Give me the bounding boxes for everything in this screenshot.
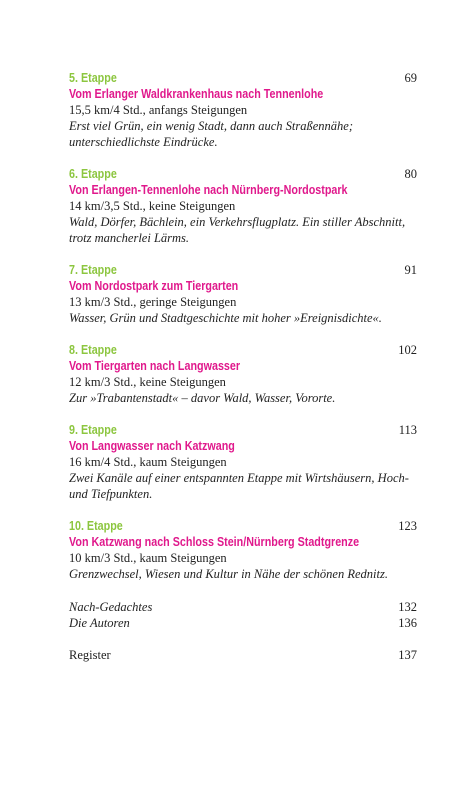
page-number: 102 [398,343,417,357]
toc-entry-die-autoren [69,615,417,631]
page-number: 136 [398,616,417,630]
page-number: 132 [398,600,417,614]
stage-title: Vom Erlanger Waldkrankenhaus nach Tennenlohe [69,87,324,101]
stage-number: 10. Etappe [69,519,123,533]
toc-entry-stage-7 [69,262,417,326]
page-number: 80 [404,167,417,181]
page-number: 113 [398,423,417,437]
stage-number: 6. Etappe [69,167,117,181]
stage-description: Zur »Trabantenstadt« – davor Wald, Wasser, Vororte. [69,391,336,405]
toc-entry-stage-5 [69,70,417,150]
stage-title: Vom Tiergarten nach Langwasser [69,359,241,373]
stage-number: 5. Etappe [69,71,117,85]
toc-entry-register [69,647,417,663]
stage-meta: 13 km/3 Std., geringe Steigungen [69,295,237,309]
stage-description: Wald, Dörfer, Bächlein, ein Verkehrsflugplatz. Ein stiller Abschnitt, trotz mancherlei Lärms. [69,215,406,245]
stage-description: Zwei Kanäle auf einer entspannten Etappe mit Wirtshäusern, Hoch- und Tiefpunkten. [69,471,409,501]
stage-number: 8. Etappe [69,343,117,357]
page-number: 123 [398,519,417,533]
stage-description: Wasser, Grün und Stadtgeschichte mit hoher »Ereignisdichte«. [69,311,382,325]
stage-description: Erst viel Grün, ein wenig Stadt, dann auch Straßennähe; unterschiedlichste Eindrücke. [69,119,353,149]
toc-entry-nach-gedachtes [69,599,417,615]
stage-title: Von Langwasser nach Katzwang [69,439,235,453]
stage-meta: 12 km/3 Std., keine Steigungen [69,375,226,389]
page-number: 137 [398,648,417,662]
stage-meta: 15,5 km/4 Std., anfangs Steigungen [69,103,248,117]
stage-meta: 10 km/3 Std., kaum Steigungen [69,551,227,565]
toc-entry-stage-6 [69,166,417,246]
stage-meta: 16 km/4 Std., kaum Steigungen [69,455,227,469]
entry-label: Register [69,648,111,662]
stage-number: 7. Etappe [69,263,117,277]
toc-entry-stage-10 [69,518,417,582]
stage-title: Von Erlangen-Tennenlohe nach Nürnberg-Nordostpark [69,183,348,197]
toc-entry-stage-8 [69,342,417,406]
page-number: 91 [404,263,417,277]
toc-entry-stage-9 [69,422,417,502]
stage-number: 9. Etappe [69,423,117,437]
stage-meta: 14 km/3,5 Std., keine Steigungen [69,199,236,213]
entry-label: Nach-Gedachtes [69,600,153,614]
stage-title: Von Katzwang nach Schloss Stein/Nürnberg Stadtgrenze [69,535,360,549]
stage-title: Vom Nordostpark zum Tiergarten [69,279,239,293]
page-number: 69 [404,71,417,85]
stage-description: Grenzwechsel, Wiesen und Kultur in Nähe der schönen Rednitz. [69,567,388,581]
entry-label: Die Autoren [69,616,130,630]
